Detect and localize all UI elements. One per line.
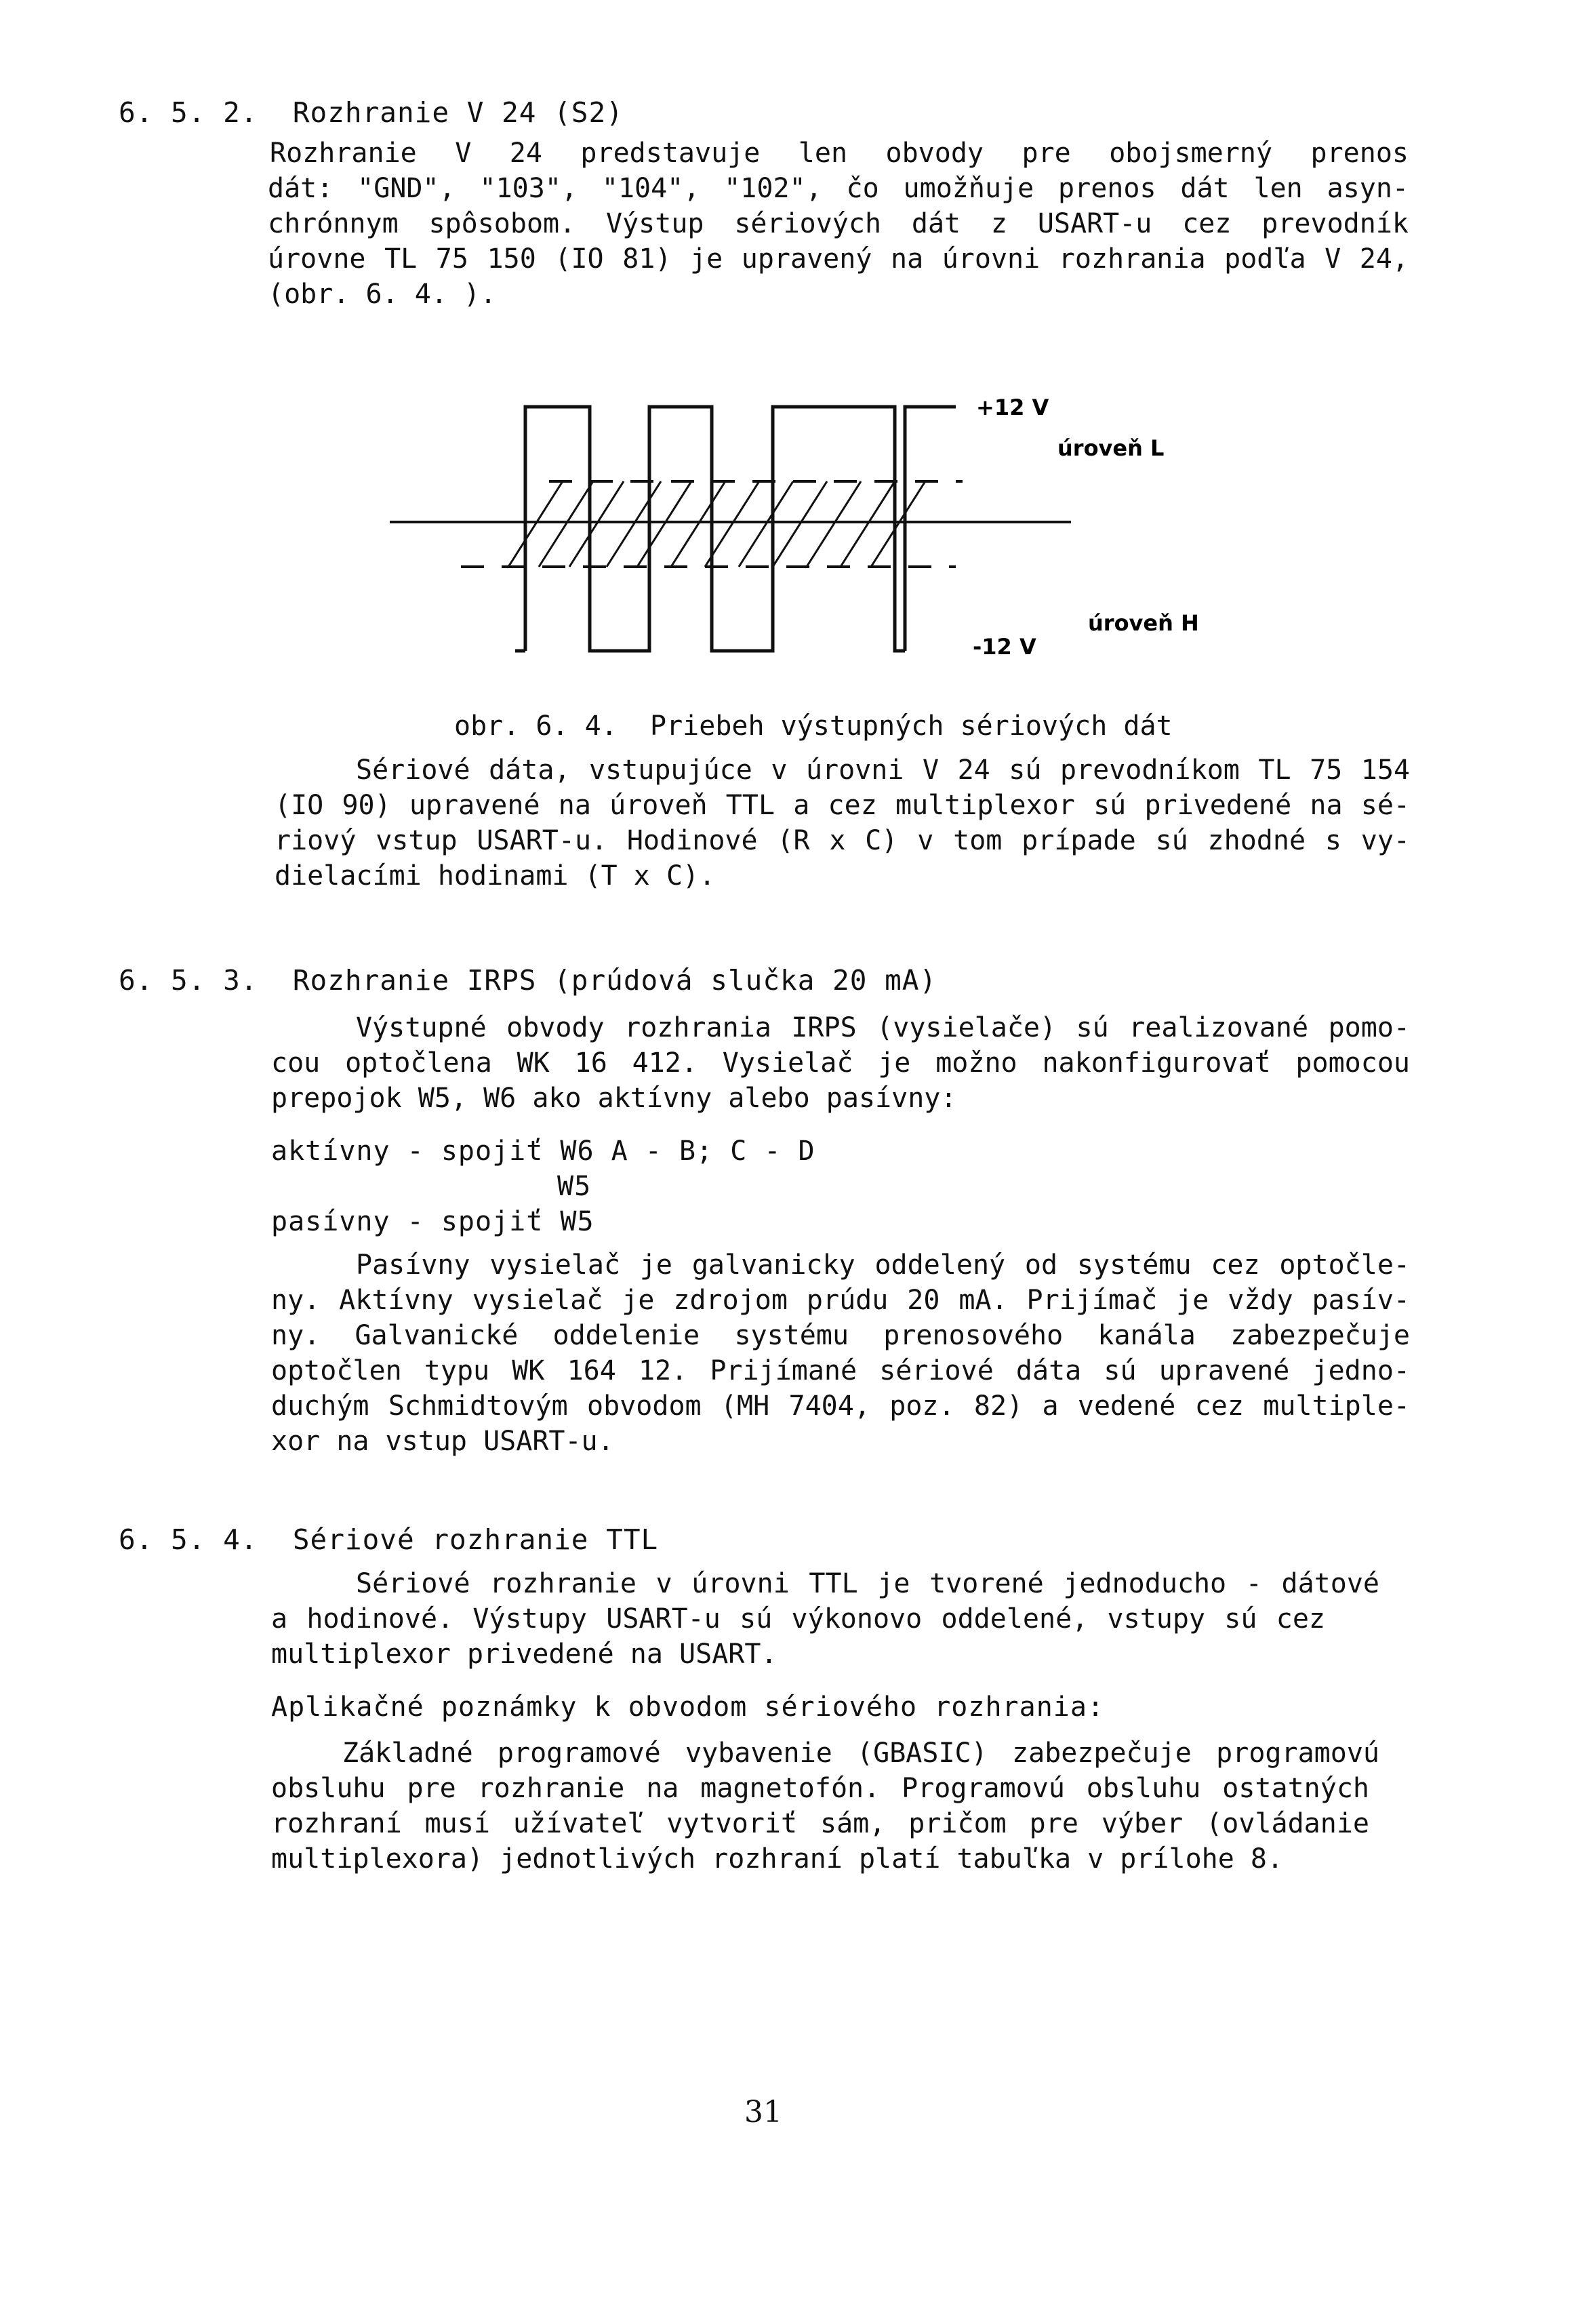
section-6-5-4-paragraph-cont xyxy=(271,1601,1325,1672)
application-notes-title: Aplikačné poznámky k obvodom sériového rozhrania: xyxy=(271,1691,1105,1723)
passive-config-line: pasívny - spojiť W5 xyxy=(271,1206,594,1237)
section-6-5-4-heading xyxy=(119,1522,658,1557)
text-line: rozhraní musí užívateľ vytvoriť sám, pričom pre výber (ovládanie xyxy=(271,1808,1369,1839)
figure-caption: obr. 6. 4. Priebeh výstupných sériových dát xyxy=(454,710,1173,742)
text-line: dát: "GND", "103", "104", "102", čo umožňuje prenos dát len asyn- xyxy=(268,173,1409,204)
text-line: multiplexor privedené na USART. xyxy=(271,1639,777,1670)
text-line: duchým Schmidtovým obvodom (MH 7404, poz. 82) a vedené cez multiple- xyxy=(271,1390,1410,1422)
text-line: Pasívny vysielač je galvanicky oddelený od systému cez optočle- xyxy=(356,1249,1410,1281)
label-plus-12v: +12 V xyxy=(976,395,1049,420)
serial-data-paragraph-cont xyxy=(275,788,1410,894)
waveform-diagram xyxy=(380,380,1234,678)
section-6-5-3-paragraph-cont xyxy=(271,1045,1410,1116)
text-line: optočlen typu WK 164 12. Prijímané sériové dáta sú upravené jedno- xyxy=(271,1355,1410,1386)
text-line: Rozhranie V 24 predstavuje len obvody pre obojsmerný prenos xyxy=(270,138,1409,169)
text-line: ny. Galvanické oddelenie systému prenosového kanála zabezpečuje xyxy=(271,1320,1410,1351)
text-line: ny. Aktívny vysielač je zdrojom prúdu 20 mA. Prijímač je vždy pasív- xyxy=(271,1285,1410,1316)
section-number: 6. 5. 2. xyxy=(119,96,258,129)
text-line: a hodinové. Výstupy USART-u sú výkonovo oddelené, vstupy sú cez xyxy=(271,1603,1325,1635)
section-number: 6. 5. 3. xyxy=(119,964,258,997)
section-6-5-2-heading xyxy=(119,95,624,130)
application-notes-paragraph-cont xyxy=(271,1771,1369,1877)
active-config-line: aktívny - spojiť W6 A - B; C - D xyxy=(271,1136,815,1167)
page-number: 31 xyxy=(744,2095,782,2129)
text-line: multiplexora) jednotlivých rozhraní platí tabuľka v prílohe 8. xyxy=(271,1843,1284,1875)
text-line: Základné programové vybavenie (GBASIC) zabezpečuje programovú xyxy=(342,1738,1379,1769)
text-line: chrónnym spôsobom. Výstup sériových dát z USART-u cez prevodník xyxy=(268,208,1409,239)
text-line: obsluhu pre rozhranie na magnetofón. Programovú obsluhu ostatných xyxy=(271,1773,1369,1804)
serial-data-paragraph xyxy=(356,753,1410,788)
text-line: prepojok W5, W6 ako aktívny alebo pasívny: xyxy=(271,1083,957,1114)
text-line: (IO 90) upravené na úroveň TTL a cez multiplexor sú privedené na sé- xyxy=(275,790,1410,821)
text-line: cou optočlena WK 16 412. Vysielač je možno nakonfigurovať pomocou xyxy=(271,1047,1410,1079)
text-line: Sériové dáta, vstupujúce v úrovni V 24 sú prevodníkom TL 75 154 xyxy=(356,755,1410,786)
figure-serial-waveform xyxy=(380,380,1234,678)
section-title: Rozhranie IRPS (prúdová slučka 20 mA) xyxy=(292,964,937,997)
section-6-5-3-paragraph xyxy=(356,1010,1410,1045)
section-6-5-3-heading xyxy=(119,963,937,998)
label-minus-12v: -12 V xyxy=(973,634,1036,660)
section-title: Rozhranie V 24 (S2) xyxy=(292,96,624,129)
section-6-5-3-paragraph-2-cont xyxy=(271,1283,1410,1459)
active-config-w5: W5 xyxy=(557,1171,592,1202)
section-6-5-4-paragraph xyxy=(356,1566,1379,1601)
section-number: 6. 5. 4. xyxy=(119,1523,258,1556)
label-level-h: úroveň H xyxy=(1088,610,1199,636)
text-line: riový vstup USART-u. Hodinové (R x C) v tom prípade sú zhodné s vy- xyxy=(275,825,1410,856)
text-line: dielacími hodinami (T x C). xyxy=(275,860,716,891)
text-line: xor na vstup USART-u. xyxy=(271,1426,614,1457)
section-6-5-2-paragraph-cont xyxy=(268,171,1409,312)
text-line: (obr. 6. 4. ). xyxy=(268,279,497,310)
text-line: Sériové rozhranie v úrovni TTL je tvorené jednoducho - dátové xyxy=(356,1568,1379,1599)
text-line: úrovne TL 75 150 (IO 81) je upravený na úrovni rozhrania podľa V 24, xyxy=(268,243,1409,275)
text-line: Výstupné obvody rozhrania IRPS (vysielače) sú realizované pomo- xyxy=(356,1012,1410,1043)
application-notes-paragraph xyxy=(342,1736,1379,1771)
section-title: Sériové rozhranie TTL xyxy=(292,1523,659,1556)
label-level-l: úroveň L xyxy=(1057,435,1165,461)
section-6-5-2-paragraph xyxy=(270,136,1409,171)
section-6-5-3-paragraph-2 xyxy=(356,1247,1410,1283)
